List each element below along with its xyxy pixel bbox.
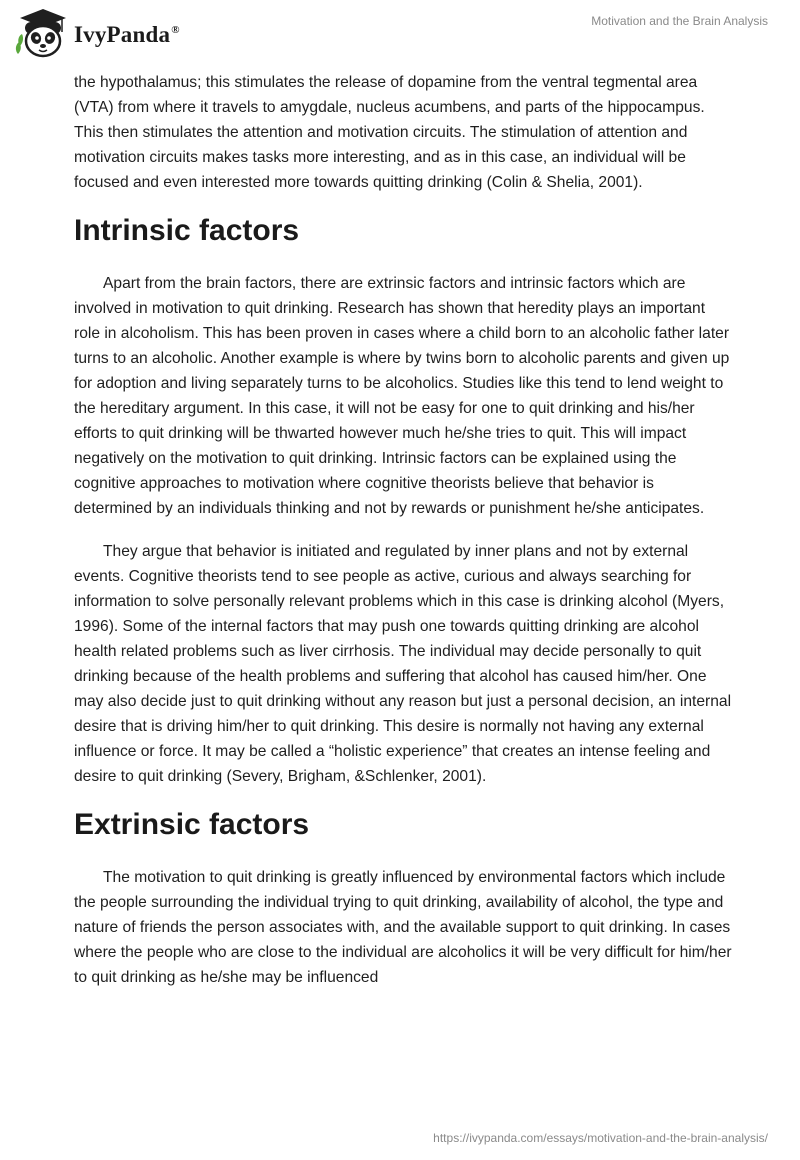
brand-name: IvyPanda® — [74, 22, 180, 47]
paragraph: Apart from the brain factors, there are extrinsic factors and intrinsic factors which are involved in motivation to quit drinking. Research has shown that heredity plays an important role in alcoholism. This has been proven in cases where a child born to an alcoholic father later turns to an alcoholic. Another example is where by twins born to alcoholic parents and given up for adoption and living separately turns to be alcoholics. Studies like this tend to lend weight to the hereditary argument. In this case, it will not be easy for one to quit drinking and his/her efforts to quit drinking will be thwarted however much he/she tries to quit. This will impact negatively on the motivation to quit drinking. Intrinsic factors can be explained using the cognitive approaches to motivation where cognitive theorists believe that behavior is determined by an individuals thinking and not by rewards or punishment he/she anticipates. — [74, 275, 730, 517]
page-header — [0, 0, 800, 70]
heading-extrinsic-factors: Extrinsic factors — [74, 808, 310, 841]
heading-intrinsic-factors: Intrinsic factors — [74, 214, 300, 247]
source-url[interactable]: https://ivypanda.com/essays/motivation-and-the-brain-analysis/ — [433, 1131, 768, 1145]
paragraph-continued: the hypothalamus; this stimulates the release of dopamine from the ventral tegmental area (VTA) from where it travels to amygdale, nucleus acumbens, and parts of the hippocampus. This then stimulates the attention and motivation circuits. The stimulation of attention and motivation circuits makes tasks more interesting, and as in this case, an individual will be focused and even interested more towards quitting drinking (Colin & Shelia, 2001). — [74, 74, 705, 191]
document-title: Motivation and the Brain Analysis — [591, 14, 768, 28]
ivypanda-logo[interactable] — [14, 6, 180, 60]
paragraph: The motivation to quit drinking is greatly influenced by environmental factors which include the people surrounding the individual trying to quit drinking, availability of alcohol, the type and nature of friends the person associates with, and the available support to quit drinking. In cases where the people who are close to the individual are alcoholics it will be very difficult for him/her to quit drinking as he/she may be influenced — [74, 869, 732, 986]
panda-graduate-icon — [14, 6, 72, 60]
paragraph: They argue that behavior is initiated and regulated by inner plans and not by external events. Cognitive theorists tend to see people as active, curious and always searching for information to solve personally relevant problems which in this case is drinking alcohol (Myers, 1996). Some of the internal factors that may push one towards quitting drinking are alcohol health related problems such as liver cirrhosis. The individual may decide personally to quit drinking because of the health problems and suffering that alcohol has caused him/her. One may also decide just to quit drinking without any reason but just a personal decision, an internal desire that is driving him/her to quit drinking. This desire is normally not having any external influence or force. It may be called a “holistic experience” that creates an intense feeling and desire to quit drinking (Severy, Brigham, &Schlenker, 2001). — [74, 543, 732, 785]
essay-body — [74, 70, 734, 1008]
